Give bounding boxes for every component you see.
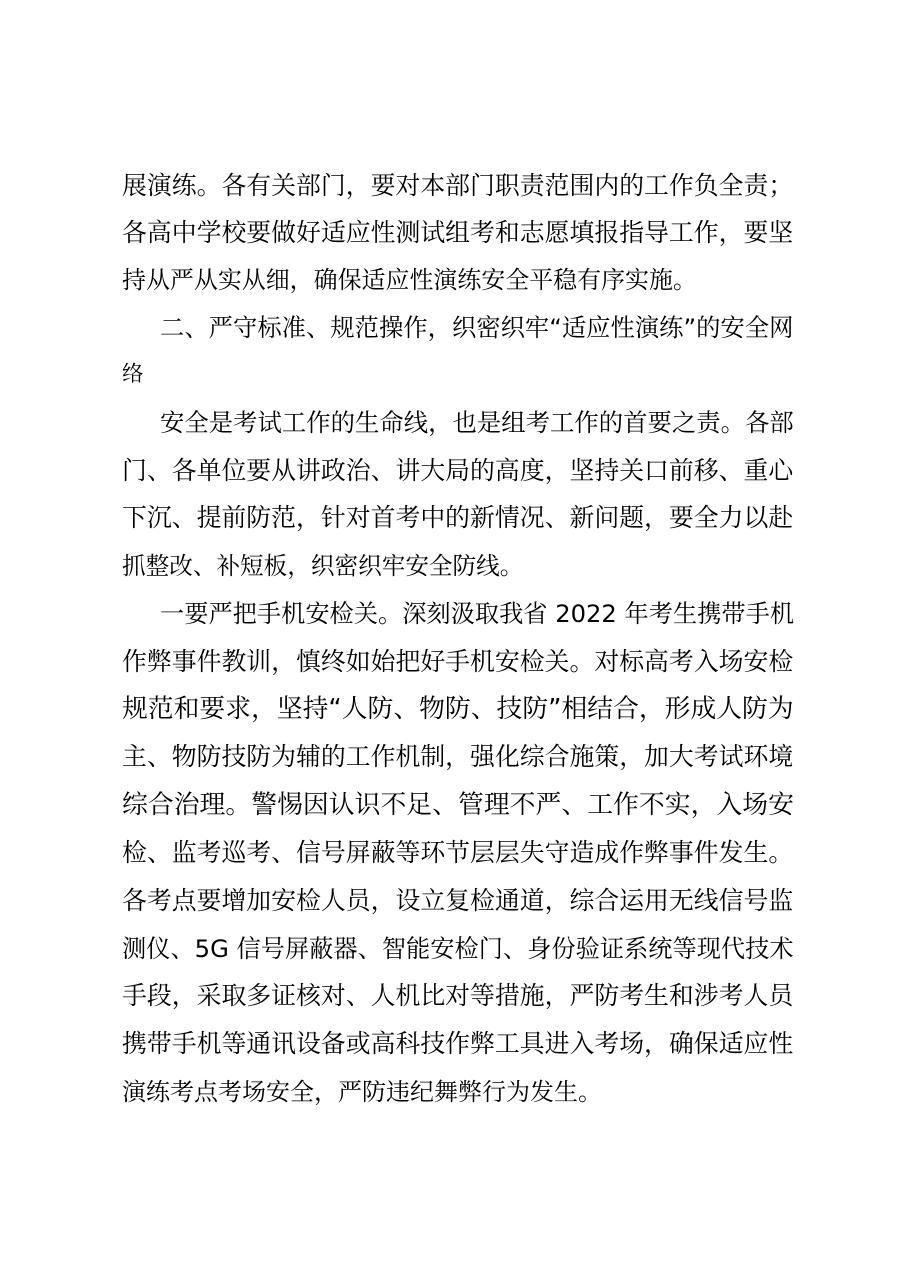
text-line: 下沉、提前防范，针对首考中的新情况、新问题，要全力以赴 [122,503,794,532]
text-line: 规范和要求，坚持“人防、物防、技防”相结合，形成人防为 [122,694,794,724]
text-line: 一要严把手机安检关。深刻汲取我省 2022 年考生携带手机 [160,600,795,628]
section-heading-line: 二、严守标准、规范操作，织密织牢“适应性演练”的安全网 [160,313,794,342]
text-line: 携带手机等通讯设备或高科技作弊工具进入考场，确保适应性 [122,1029,794,1058]
text-line: 抓整改、补短板，织密织牢安全防线。 [122,552,524,580]
text-line: 演练考点考场安全，严防违纪舞弊行为发生。 [122,1078,602,1106]
text-line: 主、物防技防为辅的工作机制，强化综合施策，加大考试环境 [122,742,794,771]
text-line: 持从严从实从细，确保适应性演练安全平稳有序实施。 [122,266,697,294]
text-line: 作弊事件教训，慎终如始把好手机安检关。对标高考入场安检 [122,647,794,676]
text-line: 安全是考试工作的生命线，也是组考工作的首要之责。各部 [160,408,794,437]
text-line: 手段，采取多证核对、人机比对等措施，严防考生和涉考人员 [122,981,794,1010]
text-line: 各高中学校要做好适应性测试组考和志愿填报指导工作，要坚 [122,218,794,247]
text-line: 测仪、5G 信号屏蔽器、智能安检门、身份验证系统等现代技术 [122,935,794,963]
text-line: 门、各单位要从讲政治、讲大局的高度，坚持关口前移、重心 [122,456,794,485]
text-line: 检、监考巡考、信号屏蔽等环节层层失守造成作弊事件发生。 [122,838,794,867]
text-line: 展演练。各有关部门，要对本部门职责范围内的工作负全责； [122,171,794,200]
text-line: 各考点要增加安检人员，设立复检通道，综合运用无线信号监 [122,886,794,915]
text-line: 综合治理。警惕因认识不足、管理不严、工作不实，入场安 [122,790,794,820]
section-heading-line: 络 [122,362,144,387]
